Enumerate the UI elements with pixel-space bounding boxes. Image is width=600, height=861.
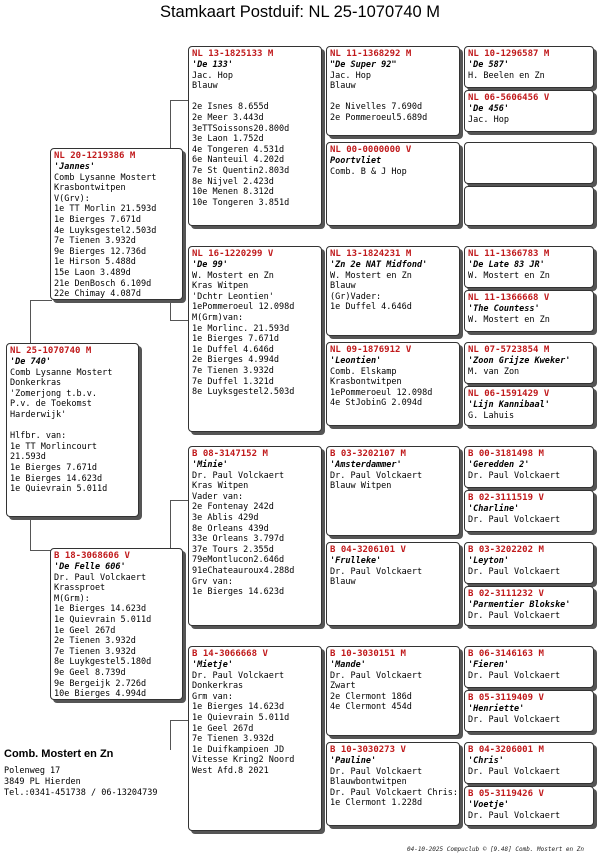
pigeon-info-line: Dr. Paul Volckaert xyxy=(330,470,423,481)
pigeon-name: 'De 740' xyxy=(10,357,51,367)
ring-number: B 18-3068606 V xyxy=(54,551,130,561)
pigeon-info-line: 1e Duifkampioen JD xyxy=(192,744,285,755)
owner-block xyxy=(4,748,158,799)
pigeon-info-line: W. Mostert en Zn xyxy=(468,270,550,281)
ring-number: NL 11-1366668 V xyxy=(468,293,550,303)
pigeon-info-line: 2e Fontenay 242d xyxy=(192,502,274,513)
pigeon-info-line: 9e Bergeijk 2.726d xyxy=(54,678,147,689)
pigeon-info-line: Vader van: xyxy=(192,491,244,502)
pedigree-box-b11 xyxy=(326,446,460,536)
pigeon-info-line: M(Grm): xyxy=(54,593,90,604)
pigeon-info-line: 3eTTSoissons20.800d xyxy=(192,123,290,134)
pigeon-info-line: Krasbontwitpen xyxy=(54,183,126,194)
ring-number: B 04-3206101 V xyxy=(330,545,406,555)
pedigree-box-b6 xyxy=(188,646,322,831)
pigeon-info-line: W. Mostert en Zn xyxy=(468,314,550,325)
pigeon-name: 'Fieren' xyxy=(468,660,509,670)
ring-number xyxy=(468,145,590,156)
pigeon-info-line: Dr. Paul Volckaert Chris: xyxy=(330,787,458,798)
pigeon-name: 'Minie' xyxy=(192,460,228,470)
pigeon-name: 'Mietje' xyxy=(192,660,233,670)
pigeon-info-line: Dr. Paul Volckaert xyxy=(468,670,561,681)
pedigree-box-b20 xyxy=(464,290,594,332)
pigeon-info-line: Dr. Paul Volckaert xyxy=(468,470,561,481)
pigeon-info-line: Kras Witpen xyxy=(192,481,249,492)
pigeon-info-line: W. Mostert en Zn xyxy=(192,270,274,281)
pigeon-info-line: Comb Lysanne Mostert xyxy=(54,172,157,183)
pigeon-name: 'Leontien' xyxy=(330,356,382,366)
pigeon-name: 'De 456' xyxy=(468,104,509,114)
pigeon-info-line: Comb. B & J Hop xyxy=(330,166,407,177)
pigeon-info-line: 33e Orleans 3.797d xyxy=(192,534,285,545)
pedigree-box-b2 xyxy=(50,548,183,700)
pigeon-info-line: Blauwbontwitpen xyxy=(330,777,407,788)
pigeon-name: 'De Late 83 JR' xyxy=(468,260,545,270)
pigeon-info-line: 1e Bierges 7.671d xyxy=(54,214,141,225)
pigeon-info-line: 10e Bierges 4.994d xyxy=(54,689,147,700)
pigeon-info-line: M(Grm)van: xyxy=(192,312,244,323)
ring-number: B 05-3119409 V xyxy=(468,693,544,703)
pigeon-info-line: Grm van: xyxy=(192,691,233,702)
pigeon-name: 'De Felle 606' xyxy=(54,562,126,572)
pigeon-name: 'Lijn Kannibaal' xyxy=(468,400,550,410)
pigeon-info-line: 2e Tienen 3.932d xyxy=(54,636,136,647)
pigeon-info-line: 2e Meer 3.443d xyxy=(192,112,264,123)
pigeon-info-line: Donkerkras xyxy=(192,681,244,692)
pedigree-box-b9 xyxy=(326,246,460,336)
pigeon-info-line: 1e Bierges 7.671d xyxy=(192,334,279,345)
pedigree-box-b24 xyxy=(464,490,594,532)
ring-number: NL 07-5723854 M xyxy=(468,345,550,355)
pigeon-name: 'Voetje' xyxy=(468,800,509,810)
pigeon-info-line: 10e Menen 8.312d xyxy=(192,187,274,198)
ring-number: NL 11-1366783 M xyxy=(468,249,550,259)
ring-number: B 10-3030151 M xyxy=(330,649,406,659)
pigeon-info-line: (Gr)Vader: xyxy=(330,291,382,302)
pigeon-info-line: 37e Tours 2.355d xyxy=(192,544,274,555)
pigeon-info-line: Dr. Paul Volckaert xyxy=(468,566,561,577)
ring-number: B 02-3111232 V xyxy=(468,589,544,599)
pigeon-info-line xyxy=(10,421,135,432)
pigeon-info-line: 6e Nanteuil 4.202d xyxy=(192,155,285,166)
pedigree-box-b1 xyxy=(50,148,183,300)
pedigree-box-b18 xyxy=(464,186,594,226)
pigeon-info-line: 1e Geel 267d xyxy=(54,625,116,636)
pedigree-box-b0 xyxy=(6,343,139,517)
pigeon-info-line: West Afd.8 2021 xyxy=(192,765,269,776)
owner-address: Polenweg 17 xyxy=(4,766,61,776)
pigeon-info-line: 3e Ablis 429d xyxy=(192,512,259,523)
pigeon-name: 'Pauline' xyxy=(330,756,377,766)
pigeon-info-line: 1e Bierges 14.623d xyxy=(54,604,147,615)
pigeon-info-line: Jac. Hop xyxy=(468,114,509,125)
ring-number: NL 00-0000000 V xyxy=(330,145,412,155)
pigeon-info-line: Blauw xyxy=(330,281,356,292)
ring-number: NL 06-5606456 V xyxy=(468,93,550,103)
pedigree-box-b27 xyxy=(464,646,594,688)
pedigree-box-b17 xyxy=(464,142,594,184)
pigeon-info-line: Dr. Paul Volckaert xyxy=(468,810,561,821)
pedigree-box-b21 xyxy=(464,342,594,384)
pigeon-info-line: 1e Quievrain 5.011d xyxy=(192,712,290,723)
pigeon-info-line: 1e Quievrain 5.011d xyxy=(54,614,152,625)
ring-number: NL 06-1591429 V xyxy=(468,389,550,399)
pigeon-info-line: 'Dchtr Leontien' xyxy=(192,291,274,302)
pedigree-box-b7 xyxy=(326,46,460,136)
pedigree-box-b15 xyxy=(464,46,594,88)
pigeon-info-line: Krassproet xyxy=(54,583,106,594)
pigeon-info-line: H. Beelen en Zn xyxy=(468,70,545,81)
ring-number: NL 13-1825133 M xyxy=(192,49,274,59)
pigeon-info-line: 91eChateauroux4.288d xyxy=(192,565,295,576)
pedigree-box-b13 xyxy=(326,646,460,736)
pigeon-info-line: 7e Tienen 3.932d xyxy=(54,646,136,657)
pigeon-name: "De Super 92" xyxy=(330,60,397,70)
pigeon-name: 'Frulleke' xyxy=(330,556,382,566)
pigeon-info-line: Dr. Paul Volckaert xyxy=(192,670,285,681)
ring-number: NL 13-1824231 M xyxy=(330,249,412,259)
pigeon-info-line: 7e Tienen 3.932d xyxy=(192,365,274,376)
pedigree-box-b19 xyxy=(464,246,594,288)
pigeon-info-line: Blauw xyxy=(330,577,356,588)
pedigree-box-b30 xyxy=(464,786,594,826)
pigeon-name: 'Amsterdammer' xyxy=(330,460,402,470)
pigeon-name: 'De 99' xyxy=(192,260,228,270)
pedigree-box-b26 xyxy=(464,586,594,626)
pigeon-info-line: 1ePommeroeul 12.098d xyxy=(330,387,433,398)
pigeon-info-line: 1e Bierges 14.623d xyxy=(192,702,285,713)
pigeon-info-line: 1e Quievrain 5.011d xyxy=(10,484,108,495)
ring-number: B 02-3111519 V xyxy=(468,493,544,503)
pigeon-info-line: P.v. de Toekomst xyxy=(10,399,92,410)
pigeon-info-line: 2e Nivelles 7.690d xyxy=(330,102,423,113)
pigeon-info-line: Vitesse Kring2 Noord xyxy=(192,755,295,766)
pedigree-box-b25 xyxy=(464,542,594,584)
pigeon-info-line: 1e Bierges 14.623d xyxy=(10,473,103,484)
pigeon-info-line: 7e Tienen 3.932d xyxy=(192,734,274,745)
pigeon-info-line: 1e TT Morlincourt xyxy=(10,441,97,452)
pedigree-box-b29 xyxy=(464,742,594,784)
pigeon-info-line: M. van Zon xyxy=(468,366,520,377)
pigeon-name: 'Charline' xyxy=(468,504,520,514)
pigeon-name: 'De 587' xyxy=(468,60,509,70)
page-title: Stamkaart Postduif: NL 25-1070740 M xyxy=(159,3,441,21)
ring-number xyxy=(468,189,590,200)
ring-number: B 03-3202202 M xyxy=(468,545,544,555)
pedigree-box-b5 xyxy=(188,446,322,626)
ring-number: B 10-3030273 V xyxy=(330,745,406,755)
pigeon-info-line: 9e Bierges 12.736d xyxy=(54,246,147,257)
pigeon-info-line: G. Lahuis xyxy=(468,410,515,421)
ring-number: NL 20-1219386 M xyxy=(54,151,136,161)
pedigree-box-b14 xyxy=(326,742,460,826)
pigeon-info-line: Grv van: xyxy=(192,576,233,587)
pedigree-box-b23 xyxy=(464,446,594,488)
ring-number: B 14-3066668 V xyxy=(192,649,268,659)
owner-postcode: 3849 PL Hierden xyxy=(4,777,81,787)
pigeon-info-line: 2e Isnes 8.655d xyxy=(192,102,269,113)
pigeon-info-line: 9e Geel 8.739d xyxy=(54,667,126,678)
pigeon-info-line: Dr. Paul Volckaert xyxy=(54,572,147,583)
pigeon-info-line: Donkerkras xyxy=(10,378,62,389)
pigeon-info-line: Jac. Hop xyxy=(330,70,371,81)
pigeon-info-line: Blauw xyxy=(330,81,356,92)
pigeon-info-line: Dr. Paul Volckaert xyxy=(330,670,423,681)
owner-phone: Tel.:0341-451738 / 06-13204739 xyxy=(4,788,158,798)
ring-number: NL 11-1368292 M xyxy=(330,49,412,59)
pigeon-name: Poortvliet xyxy=(330,156,382,166)
pigeon-info-line: Dr. Paul Volckaert xyxy=(468,610,561,621)
pedigree-box-b28 xyxy=(464,690,594,732)
pigeon-info-line: 1e Duffel 4.646d xyxy=(192,344,274,355)
ring-number: NL 16-1220299 V xyxy=(192,249,274,259)
pigeon-name: 'Geredden 2' xyxy=(468,460,530,470)
footer-credit: 04-10-2025 Compuclub © [9.48] Comb. Mostert en Zn xyxy=(406,846,584,853)
ring-number: B 05-3119426 V xyxy=(468,789,544,799)
pigeon-info-line: 1e Bierges 7.671d xyxy=(10,462,97,473)
pigeon-name: 'The Countess' xyxy=(468,304,540,314)
pigeon-info-line: 1e Morlinc. 21.593d xyxy=(192,323,290,334)
pigeon-info-line: 3e Laon 1.752d xyxy=(192,134,264,145)
pigeon-info-line: 4e StJobinG 2.094d xyxy=(330,398,423,409)
ring-number: B 03-3202107 M xyxy=(330,449,406,459)
pigeon-name: 'Parmentier Blokske' xyxy=(468,600,571,610)
pigeon-info-line: 1e Geel 267d xyxy=(192,723,254,734)
pigeon-info-line: 7e Tienen 3.932d xyxy=(54,236,136,247)
pigeon-info-line: Jac. Hop xyxy=(192,70,233,81)
pigeon-info-line: 8e Luykgestel5.180d xyxy=(54,657,152,668)
pigeon-info-line: Dr. Paul Volckaert xyxy=(330,566,423,577)
pigeon-info-line: 7e Duffel 1.321d xyxy=(192,376,274,387)
pigeon-info-line: 1e Duffel 4.646d xyxy=(330,302,412,313)
pigeon-info-line: 8e Orleans 439d xyxy=(192,523,269,534)
pigeon-name: 'Chris' xyxy=(468,756,504,766)
pigeon-info-line: 1e Bierges 14.623d xyxy=(192,587,285,598)
pigeon-info-line: Blauw xyxy=(192,81,218,92)
owner-name: Comb. Mostert en Zn xyxy=(4,748,114,760)
pedigree-box-b4 xyxy=(188,246,322,432)
ring-number: NL 10-1296587 M xyxy=(468,49,550,59)
pigeon-info-line xyxy=(192,92,318,103)
pedigree-box-b3 xyxy=(188,46,322,226)
ring-number: B 08-3147152 M xyxy=(192,449,268,459)
pigeon-info-line: Comb. Elskamp xyxy=(330,366,397,377)
pigeon-name: 'De 133' xyxy=(192,60,233,70)
ring-number: B 00-3181498 M xyxy=(468,449,544,459)
pedigree-box-b10 xyxy=(326,342,460,426)
pigeon-name: 'Jannes' xyxy=(54,162,95,172)
pigeon-name: 'Henriette' xyxy=(468,704,525,714)
pedigree-box-b12 xyxy=(326,542,460,626)
pigeon-info-line: 22e Chimay 4.087d xyxy=(54,289,141,300)
pigeon-info-line: Zwart xyxy=(330,681,356,692)
pigeon-name: 'Leyton' xyxy=(468,556,509,566)
pigeon-info-line: Krasbontwitpen xyxy=(330,377,402,388)
pigeon-name: 'Zoon Grijze Kweker' xyxy=(468,356,571,366)
pedigree-box-b16 xyxy=(464,90,594,132)
pigeon-info-line: 4e Luyksgestel2.503d xyxy=(54,225,157,236)
pigeon-info-line: 15e Laon 3.489d xyxy=(54,267,131,278)
pigeon-info-line: 21e DenBosch 6.109d xyxy=(54,278,152,289)
pigeon-info-line: 4e Clermont 454d xyxy=(330,702,412,713)
pigeon-info-line: Dr. Paul Volckaert xyxy=(468,766,561,777)
pigeon-info-line: 'Zomerjong t.b.v. xyxy=(10,388,97,399)
pedigree-box-b8 xyxy=(326,142,460,226)
ring-number: NL 25-1070740 M xyxy=(10,346,92,356)
pigeon-info-line: Dr. Paul Volckaert xyxy=(468,714,561,725)
pigeon-info-line: 4e Tongeren 4.531d xyxy=(192,144,285,155)
pigeon-info-line: Harderwijk' xyxy=(10,409,67,420)
pigeon-info-line: Kras Witpen xyxy=(192,281,249,292)
ring-number: NL 09-1876912 V xyxy=(330,345,412,355)
pigeon-info-line: 1ePommeroeul 12.098d xyxy=(192,302,295,313)
pedigree-box-b22 xyxy=(464,386,594,426)
pigeon-info-line: 79eMontlucon2.646d xyxy=(192,555,285,566)
pigeon-info-line: Dr. Paul Volckaert xyxy=(192,470,285,481)
pigeon-info-line: 7e St Quentin2.803d xyxy=(192,165,290,176)
pigeon-name: 'Zn 2e NAT Midfond' xyxy=(330,260,428,270)
pigeon-info-line: 1e TT Morlin 21.593d xyxy=(54,204,157,215)
pigeon-info-line: W. Mostert en Zn xyxy=(330,270,412,281)
pigeon-info-line: Blauw Witpen xyxy=(330,481,392,492)
pigeon-info-line: Dr. Paul Volckaert xyxy=(468,514,561,525)
pigeon-info-line: 2e Pommeroeul5.689d xyxy=(330,112,428,123)
pigeon-info-line: 8e Luyksgestel2.503d xyxy=(192,387,295,398)
pigeon-info-line: Comb Lysanne Mostert xyxy=(10,367,113,378)
pigeon-info-line: 8e Nijvel 2.423d xyxy=(192,176,274,187)
pigeon-name: 'Mande' xyxy=(330,660,366,670)
pigeon-info-line: Dr. Paul Volckaert xyxy=(330,766,423,777)
pigeon-info-line: 1e Hirson 5.488d xyxy=(54,257,136,268)
pigeon-info-line: 2e Bierges 4.994d xyxy=(192,355,279,366)
pigeon-info-line: 2e Clermont 186d xyxy=(330,691,412,702)
pigeon-info-line: 21.593d xyxy=(10,452,46,463)
pigeon-info-line: 10e Tongeren 3.851d xyxy=(192,197,290,208)
pigeon-info-line: V(Grv): xyxy=(54,193,90,204)
pigeon-info-line: 1e Clermont 1.228d xyxy=(330,798,423,809)
ring-number: B 06-3146163 M xyxy=(468,649,544,659)
ring-number: B 04-3206001 M xyxy=(468,745,544,755)
pigeon-info-line: Hlfbr. van: xyxy=(10,431,67,442)
pigeon-info-line xyxy=(330,92,456,103)
